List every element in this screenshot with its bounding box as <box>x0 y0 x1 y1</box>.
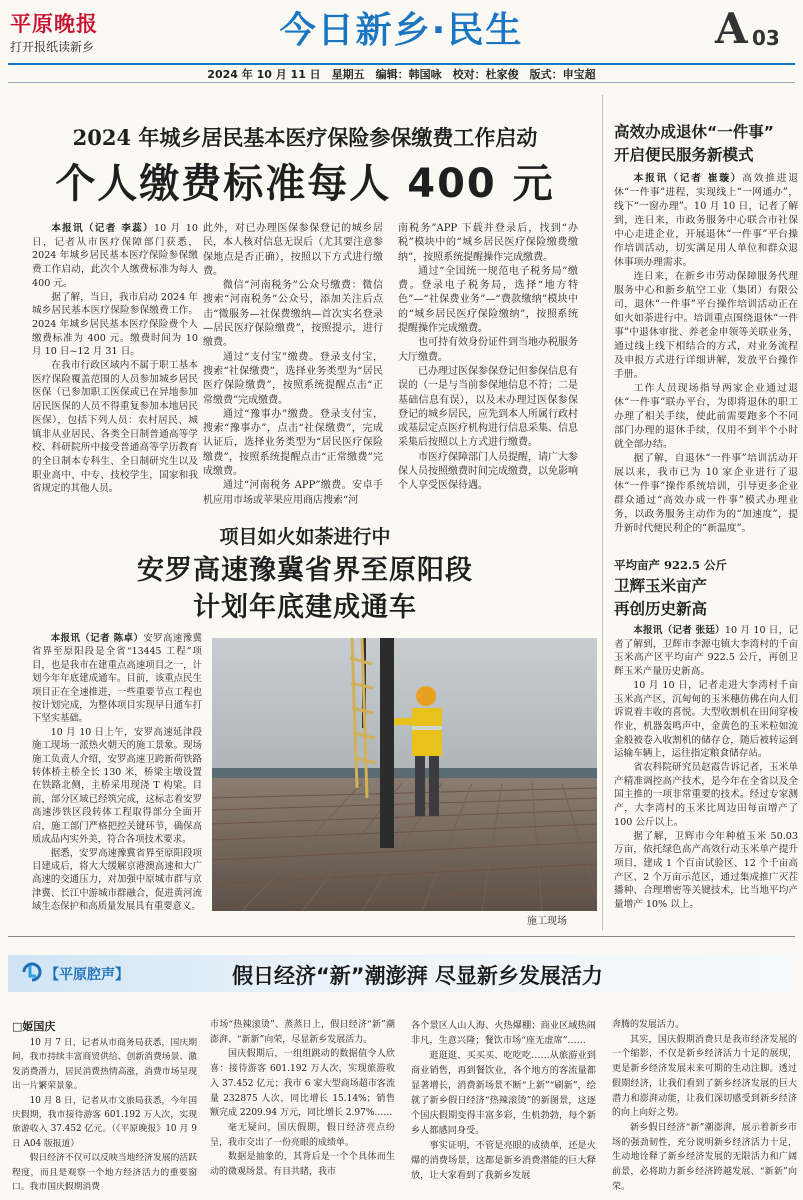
section-title: 今日新乡·民生 <box>279 10 524 51</box>
commentary-paragraph: 10 月 8 日，记者从市文旅局获悉，今年国庆假期，我市接待游客 601.192 万人次，实现旅游收入 37.452 亿元。（《平原晚报》10 月 9 日 A04 版报道） <box>12 1095 197 1149</box>
right2-paragraph: 据了解，卫辉市今年种植玉米 50.03 万亩，依托绿色高产高效行动玉米单产提升项目，建成 1 个百亩试验区、12 个千亩高产区、2 个万亩示范区，通过集成推广灭茬播种、合理增密等关键技术，比当地平均产量增产 10% 以上。 <box>614 830 798 911</box>
right2-body <box>614 624 798 912</box>
article1-paragraph: 也可持有效身份证件到当地办税服务大厅缴费。 <box>398 337 578 363</box>
section-divider <box>8 936 795 937</box>
right1-paragraph: 本报讯（记者 崔璇）高效推进退休“一件事”进程，实现线上“一网通办”，线下“一窗办理”。10 月 10 日，记者了解到，连日来，市政务服务中心联合市社保中心走进企业，开展退休“一件事”平台操作培训活动，切实满足用人单位和群众退休事项办理需求。 <box>614 173 798 268</box>
paper-slogan: 打开报纸读新乡 <box>10 40 95 54</box>
photo-caption: 施工现场 <box>527 916 567 927</box>
right1-title: 开启便民服务新模式 <box>614 146 754 164</box>
article1-paragraph: 南税务”APP 下载并登录后，找到“办税”模块中的“城乡居民医疗保险缴费缴纳”，按照系统提醒操作完成缴费。 <box>398 223 578 263</box>
right1-lead: 本报讯（记者 崔璇） <box>633 173 743 184</box>
commentary-paragraph: 奔腾的发展活力。 <box>612 1020 685 1030</box>
commentary-paragraph: 事实证明，不管是亮眼的成绩单，还是火爆的消费场景，这都是新乡消费潜能的巨大释放，让大家看到了我新乡发展 <box>411 1140 596 1181</box>
issue-info: 2024 年 10 月 11 日 星期五 编辑：韩国咏 校对：杜家俊 版式：申宝超 <box>207 68 596 81</box>
right2-paragraph: 省农科院研究员赵霞告诉记者，玉米单产精准调控高产技术，是今年在全省以及全国主推的一项非常重要的技术。经过专家测产，大李湾村的玉米比周边田每亩增产了 100 公斤以上。 <box>614 762 798 828</box>
commentary-paragraph: 各个景区人山人海、火热爆棚；商业区域热闹非凡，生意兴隆；餐饮市场“座无虚席”…… <box>411 1020 596 1046</box>
commentary-column-2 <box>210 1018 395 1180</box>
article2-paragraph: 本报讯（记者 陈卓）安罗高速豫冀省界至原阳段是全省“13445 工程”项目，也是我市在建重点高速项目之一，计划今年年底建成通车。目前，该重点民生项目正在全速推进，一些重要节点工程也按计划完成，为整体项目实现早日通车打下坚实基础。 <box>32 633 202 725</box>
article1-paragraph: 市医疗保障部门人员提醒，请广大参保人员按照缴费时间完成缴费，以免影响个人享受医保待遇。 <box>398 451 578 492</box>
commentary-column-1 <box>12 1036 197 1194</box>
right2-kicker: 平均亩产 922.5 公斤 <box>614 558 728 572</box>
article2-lead: 本报讯（记者 陈卓） <box>50 633 144 644</box>
article1-paragraph: 本报讯（记者 李蕊）10 月 10 日，记者从市医疗保障部门获悉，2024 年城乡居民基本医疗保险参保缴费工作启动，此次个人缴费标准为每人 400 元。 <box>32 223 198 289</box>
commentary-paragraph: 数据是抽象的，其背后是一个个具体而生动的微观场景。有目共睹，我市 <box>210 1152 395 1178</box>
column-logo-icon <box>20 960 44 984</box>
masthead <box>0 0 803 66</box>
article1-paragraph: 通过“全国统一规范电子税务局”缴费。登录电子税务局，选择“地方特色”—“社保费业务”—“费款缴纳”模块中的“城乡居民医疗保险缴纳”，按照系统提醒操作完成缴费。 <box>398 265 578 335</box>
article1-column-1 <box>32 222 198 496</box>
commentary-paragraph: 其实，国庆假期消费只是我市经济发展的一个缩影，不仅是新乡经济活力十足的展现，更是新乡经济发展未来可期的生动注脚。透过假期经济，让我们看到了新乡经济发展的巨大潜力和澎湃动能，让我们深切感受到新乡经济的向上向好之势。 <box>612 1034 797 1119</box>
article2-body <box>32 632 202 914</box>
commentary-column-3 <box>411 1018 596 1183</box>
article1-headline: 个人缴费标准每人 400 元 <box>55 161 555 207</box>
article1-lead: 本报讯（记者 李蕊） <box>51 223 154 234</box>
commentary-paragraph: 毫无疑问，国庆假期，假日经济亮点纷呈，我市交出了一份亮眼的成绩单。 <box>210 1122 395 1148</box>
article1-column-3 <box>398 222 578 494</box>
article1-column-2 <box>203 222 383 508</box>
article1-kicker: 2024 年城乡居民基本医疗保险参保缴费工作启动 <box>72 125 538 150</box>
commentary-paragraph: 假日经济不仅可以反映当地经济发展的活跃程度，而且是观察一个地方经济活力的重要窗口。我市国庆假期消费 <box>12 1153 197 1193</box>
commentary-paragraph: 市场“热辣滚烫”、蒸蒸日上，假日经济“新”潮澎湃、“新新”向荣，尽显新乡发展活力。 <box>210 1020 395 1045</box>
commentary-title: 假日经济“新”潮澎湃 尽显新乡发展活力 <box>232 964 603 988</box>
commentary-tag: 【平原腔声】 <box>45 967 129 983</box>
right1-body <box>614 172 798 536</box>
article1-paragraph: 此外，对已办理医保参保登记的城乡居民，本人核对信息无误后（尤其要注意参保地点是否正确），按照以下方式进行缴费。 <box>203 223 383 277</box>
right2-paragraph: 10 月 10 日，记者走进大李湾村千亩玉米高产区，沉甸甸的玉米穗仿佛在向人们诉说着丰收的喜悦。大型收割机在田间穿梭作业，机器轰鸣声中，金黄色的玉米粒如流金般被卷入收割机的储存仓，随后被转运到运输车辆上，运往指定粮食储存站。 <box>614 679 798 760</box>
right2-paragraph: 本报讯（记者 张廷）10 月 10 日，记者了解到，卫辉市李源屯镇大李湾村的千亩玉米高产区平均亩产 922.5 公斤，再创卫辉玉米产量历史新高。 <box>614 625 798 678</box>
article2-headline: 安罗高速豫冀省界至原阳段 <box>137 555 473 586</box>
commentary-paragraph: 国庆假期后，一组组跳动的数据值令人欣喜：接待游客 601.192 万人次，实现旅游收入 37.452 亿元；我市 6 家大型商场超市客流量 232875 人次，同比增长 15.14%；销售额完成 2209.94 万元，同比增长 2.97%…… <box>210 1049 395 1119</box>
article2-kicker: 项目如火如荼进行中 <box>219 526 391 548</box>
masthead-rule <box>8 63 795 65</box>
right1-title: 高效办成退休“一件事” <box>614 123 774 141</box>
paper-logo: 平原晚报 <box>10 12 98 36</box>
right1-paragraph: 工作人员现场指导两家企业通过退休“一件事”联办平台，为即将退休的职工办理了相关手续，使此前需要跑多个不同部门办理的退休手续，仅用不到半个小时就全部办结。 <box>614 383 798 450</box>
commentary-paragraph: 逛逛逛、买买买、吃吃吃……从旅游业到商业销售，再到餐饮业，各个地方的客流量都显著增长，消费新场景不断“上新”“刷新”，绘就了新乡假日经济“热辣滚烫”的新图景，这逐个国庆假期变得丰富多彩，生机勃勃，每个新乡人都感同身受。 <box>411 1050 596 1136</box>
article1-paragraph: 据了解，当日，我市启动 2024 年城乡居民基本医疗保险参保缴费工作。2024 年城乡居民基本医疗保险费个人缴费标准为 400 元。缴费时间为 10 月 10 日~12 月 31 日。 <box>32 291 198 358</box>
commentary-column-4 <box>612 1018 797 1194</box>
commentary-byline: □姬国庆 <box>12 1020 56 1033</box>
commentary-paragraph: 10 月 7 日，记者从市商务局获悉，国庆期间，我市持续丰富商贸供给、创新消费场景、激发消费潜力，居民消费热情高涨，消费市场呈现出一片繁荣景象。 <box>12 1038 197 1092</box>
article1-paragraph: 通过“河南税务 APP”缴费。安卓手机应用市场或苹果应用商店搜索“河 <box>203 480 383 506</box>
construction-photo <box>212 638 597 911</box>
issue-rule <box>8 82 795 83</box>
right1-paragraph: 连日来，在新乡市劳动保障服务代理服务中心和新乡航空工业（集团）有限公司，退休“一件事”平台操作培训活动正在如火如荼进行中。培训重点围绕退休“一件事”中退休审批、养老金申领等关联业务，通过线上线下相结合的方式，对业务流程及申报方式进行详细讲解，发放平台操作手册。 <box>614 271 798 380</box>
construction-photo-image <box>212 638 597 911</box>
article2-paragraph: 据悉，安罗高速豫冀省界至原阳段项目建成后，将大大缓解京港澳高速和大广高速的交通压力，对加强中原城市群与京津冀、长江中游城市群融合，促进黄河流域生态保护和高质量发展具有重要意义。 <box>32 847 202 913</box>
article1-paragraph: 在我市行政区域内不属于职工基本医疗保险覆盖范围的人员参加城乡居民医保（已参加职工医保或已在异地参加居民医保的人员不得重复参加本地居民医保），包括下列人员：农村居民、城镇非从业居民、各类全日制普通高等学校、科研院所中接受普通高等学历教育的全日制本专科生、全日制研究生以及职业高中、中专、技校学生，国家和我省规定的其他人员。 <box>32 360 198 495</box>
article1-paragraph: 微信“河南税务”公众号缴费：微信搜索“河南税务”公众号，添加关注后点击“微服务—社保费缴纳—首次实名登录—居民医疗保险缴费”，按照提示，进行缴费。 <box>203 280 383 349</box>
article1-paragraph: 已办理过医保参保登记但参保信息有误的（一是与当前参保地信息不符；二是基础信息有误），以及未办理过医保参保登记的城乡居民，应先到本人所属行政村或基层定点医疗机构进行信息采集、信息采集后按照以上方式进行缴费。 <box>398 365 578 449</box>
right2-lead: 本报讯（记者 张廷） <box>633 625 725 636</box>
right2-title: 再创历史新高 <box>614 600 708 618</box>
commentary-paragraph: 新乡假日经济“新”潮澎湃，展示着新乡市场的强劲韧性，充分说明新乡经济活力十足，生动地诠释了新乡经济发展的无限活力和广阔前景，必将助力新乡经济跨越发展、“新新”向荣。 <box>612 1122 797 1192</box>
page-number: 03 <box>752 26 780 50</box>
article2-headline: 计划年底建成通车 <box>193 592 417 623</box>
article1-paragraph: 通过“支付宝”缴费。登录支付宝，搜索“社保缴费”，选择业务类型为“居民医疗保险缴费”，按照系统提醒点击“正常缴费”完成缴费。 <box>203 351 383 406</box>
column-divider <box>602 95 603 930</box>
article2-paragraph: 10 月 10 日上午，安罗高速延津段施工现场一派热火朝天的施工景象。现场施工负责人介绍，安罗高速卫跨新荷铁路转体桥主桥全长 130 米，桥梁主墩设置在铁路北侧，主桥采用现浇 T 构梁。目前，部分区域已经筑完成，这标志着安罗高速涉铁区段转体工程取得部分全面开启，施工部门严格把控关键环节，确保高质成品内实外美，符合各项技术要求。 <box>32 726 202 846</box>
right1-paragraph: 据了解，自退休“一件事”培训活动开展以来，我市已为 10 家企业进行了退休“一件事”操作系统培训，引导更多企业群众通过“高效办成一件事”模式办理业务，以政务服务主动作为的“加速度”，提升新时代便民利企的“新温度”。 <box>614 453 798 534</box>
right2-title: 卫辉玉米亩产 <box>614 577 708 595</box>
page-letter: A <box>715 4 748 53</box>
article1-paragraph: 通过“豫事办”缴费。登录支付宝，搜索“豫事办”，点击“社保缴费”，完成认证后，选择业务类型为“居民医疗保险缴费”，按照系统提醒点击“正常缴费”完成缴费。 <box>203 408 383 478</box>
